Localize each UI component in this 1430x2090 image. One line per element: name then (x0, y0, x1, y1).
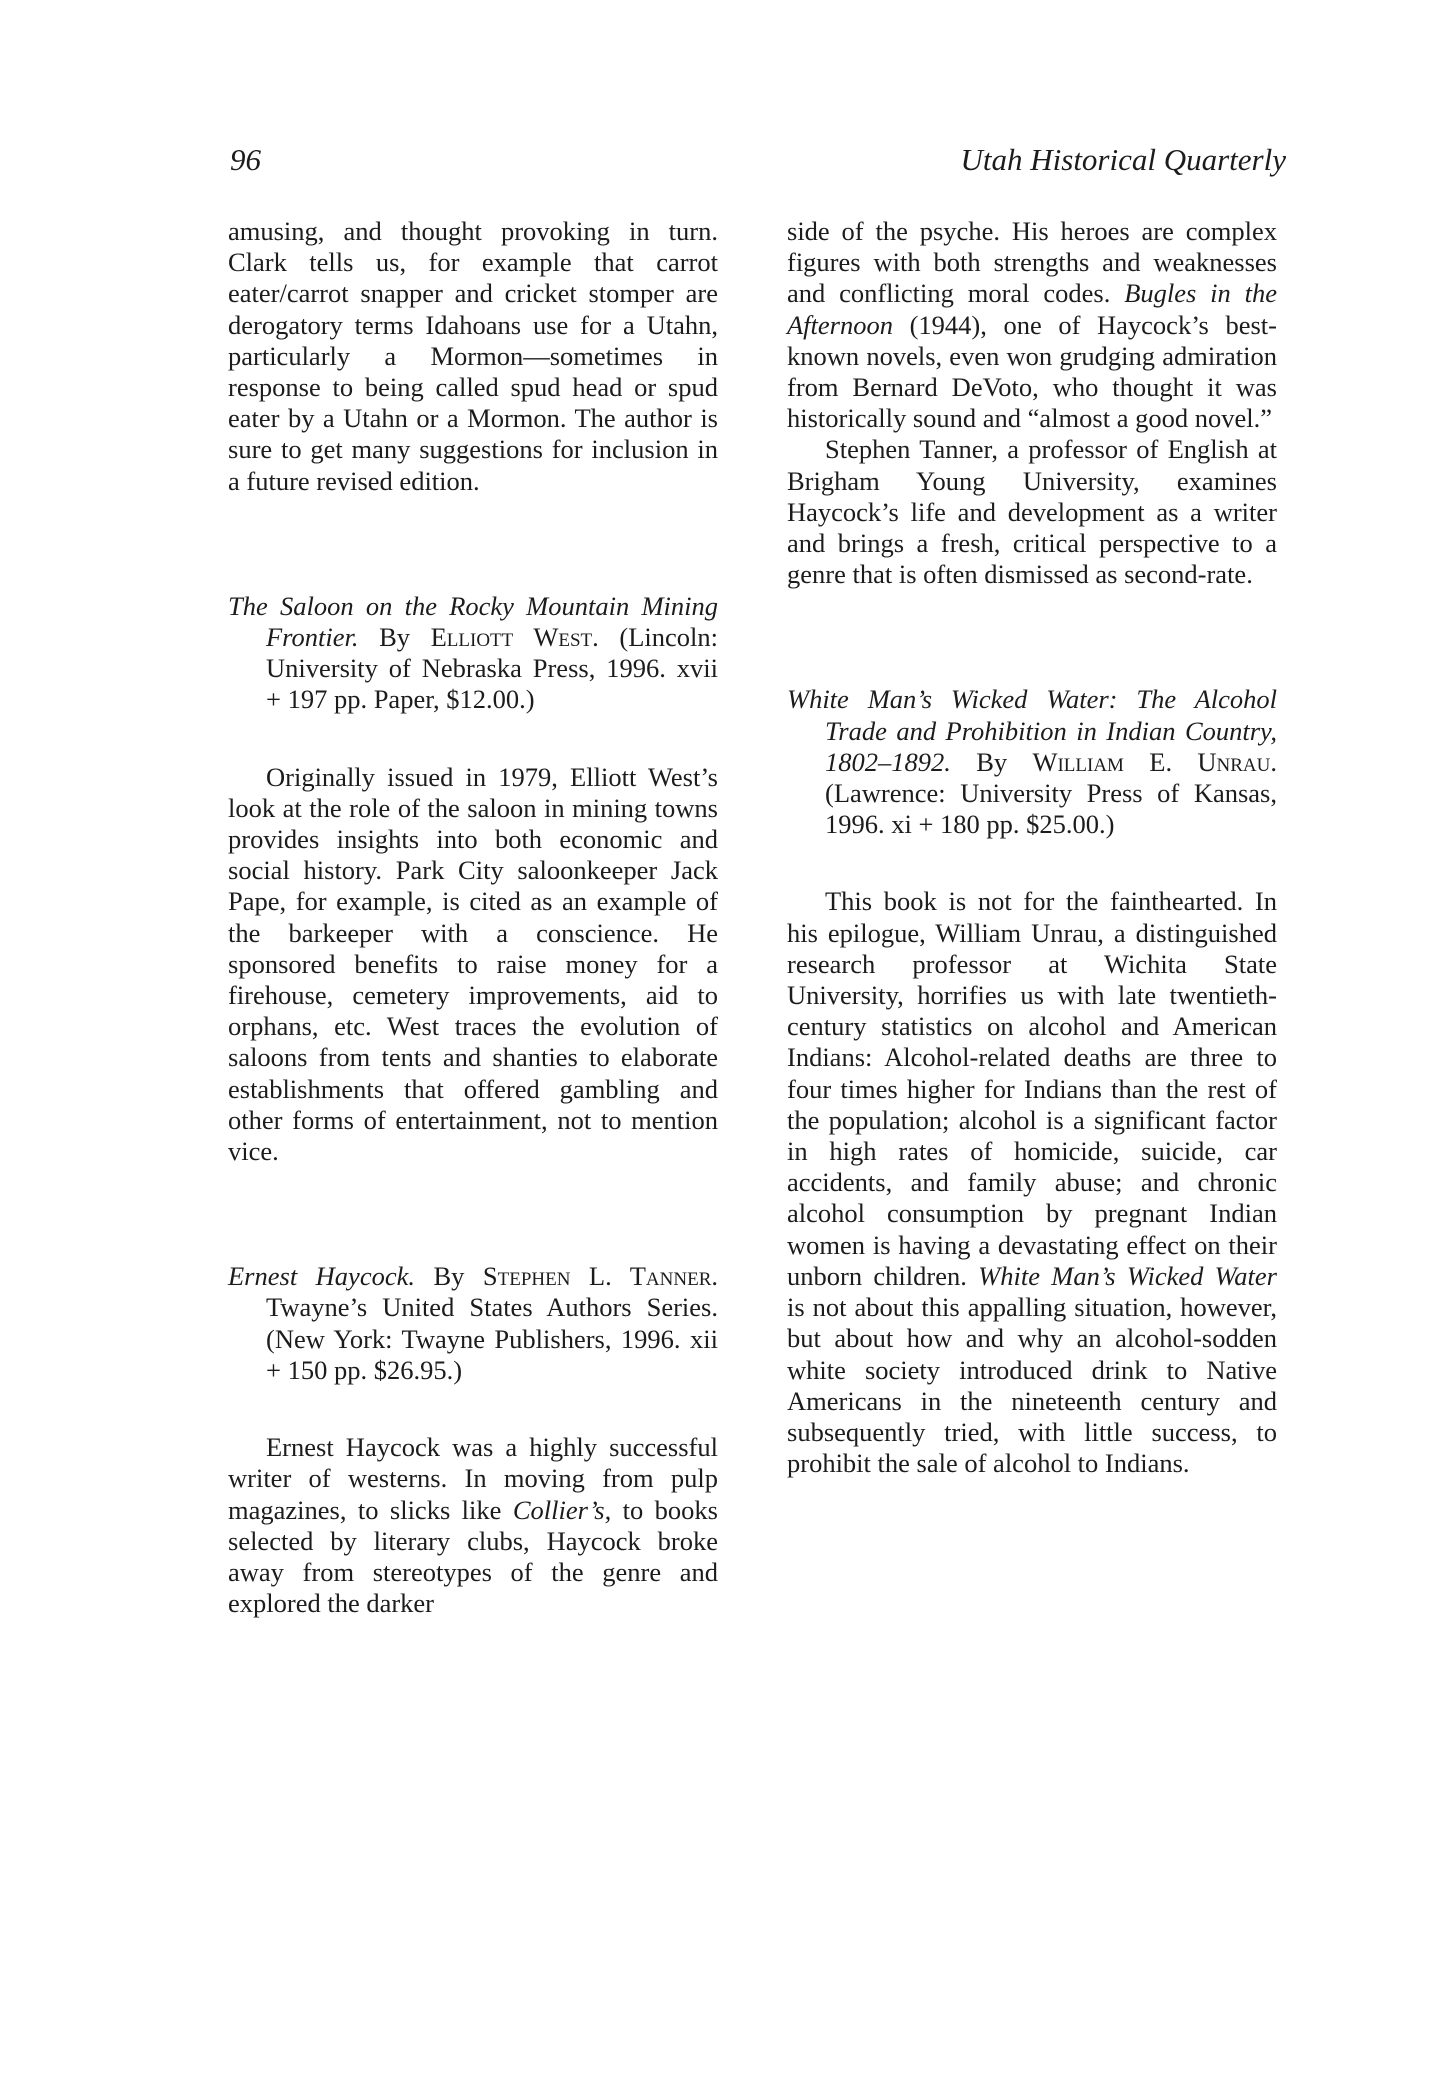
whiteman-body-text: This book is not for the fainthearted. In his epilogue, William Unrau, a distinguished research professor at Wichita State University, horrifies us with late twentieth-century statistics on alcohol and American Indians: Alcohol-related deaths are three to four times higher for Indians than the rest of the population; alcohol is a significant factor in high rates of homicide, suicide, car accidents, and family abuse; and chronic alcohol consumption by pregnant Indian women is having a devastating effect on their unborn children. (787, 886, 1277, 1291)
saloon-publication-details: . (Lincoln: University of Nebraska Press, 1996. xvii + 197 pp. Paper, $12.00.) (266, 622, 718, 715)
saloon-author: Elliott West (430, 622, 593, 653)
haycock-review-citation (228, 1261, 718, 1386)
whiteman-review-body (787, 886, 1277, 1479)
haycock-author: Stephen L. Tanner (482, 1261, 712, 1292)
running-header (230, 142, 1286, 182)
bugles-italic: Bugles in the Afternoon (787, 278, 1277, 340)
saloon-review-body: Originally issued in 1979, Elliott West’s look at the role of the saloon in mining towns provides insights into both economic and social history. Park City saloonkeeper Jack Pape, for example, is cited as an example of the barkeeper with a conscience. He sponsored benefits to raise money for a firehouse, cemetery improvements, aid to orphans, etc. West traces the evolution of saloons from tents and shanties to elaborate establishments that offered gambling and other forms of entertainment, not to mention vice. (228, 761, 718, 1167)
haycock-review-body (228, 1432, 718, 1619)
whiteman-author: William E. Unrau (1032, 746, 1271, 777)
haycock-continued-text: side of the psyche. His heroes are complex figures with both strengths and weaknesses and conflicting moral codes. (787, 216, 1277, 309)
haycock-book-title: Ernest Haycock. (228, 1261, 415, 1292)
haycock-continued-text-end: (1944), one of Haycock’s best-known novels, even won grudging admiration from Bernard DeVoto, who thought it was historically sound and “almost a good novel.” (787, 309, 1277, 434)
haycock-publication-details: . Twayne’s United States Authors Series. (New York: Twayne Publishers, 1996. xii + 150 pp. $26.95.) (266, 1261, 718, 1385)
saloon-book-title: The Saloon on the Rocky Mountain Mining Frontier. (228, 590, 718, 653)
continued-review-text: amusing, and thought provoking in turn. Clark tells us, for example that carrot eater/carrot snapper and cricket stomper are derogatory terms Idahoans use for a Utahn, particularly a Mormon—sometimes in response to being called spud head or spud eater by a Utahn or a Mormon. The author is sure to get many suggestions for inclusion in a future revised edition. (228, 216, 718, 496)
haycock-body-text: Ernest Haycock was a highly successful writer of westerns. In moving from pulp magazines, to slicks like (228, 1432, 718, 1525)
whiteman-book-title: White Man’s Wicked Water: The Alcohol Trade and Prohibition in Indian Country, 1802–1892. (787, 684, 1277, 777)
saloon-by: By (358, 622, 431, 653)
tanner-paragraph: Stephen Tanner, a professor of English at Brigham Young University, examines Haycock’s life and development as a writer and brings a fresh, critical perspective to a genre that is often dismissed as second-rate. (787, 434, 1277, 590)
left-column (228, 216, 718, 1619)
right-column (787, 216, 1277, 1479)
whiteman-review-citation (787, 684, 1277, 840)
whiteman-title-italic: White Man’s Wicked Water (978, 1260, 1277, 1291)
whiteman-body-text-end: is not about this appalling situation, however, but about how and why an alcohol-sodden white society introduced drink to Native Americans in the nineteenth century and subsequently tried, with little success, to prohibit the sale of alcohol to Indians. (787, 1292, 1277, 1479)
haycock-by: By (414, 1261, 483, 1292)
haycock-review-continued (787, 216, 1277, 434)
saloon-review-citation (228, 591, 718, 716)
page-number: 96 (230, 142, 261, 177)
colliers-italic: Collier’s, (512, 1494, 612, 1525)
whiteman-by: By (950, 746, 1033, 777)
journal-title: Utah Historical Quarterly (960, 142, 1286, 177)
haycock-body-text-end: to books selected by literary clubs, Haycock broke away from stereotypes of the genre and explored the darker (228, 1494, 718, 1619)
whiteman-publication-details: . (Lawrence: University Press of Kansas, 1996. xi + 180 pp. $25.00.) (825, 746, 1277, 840)
